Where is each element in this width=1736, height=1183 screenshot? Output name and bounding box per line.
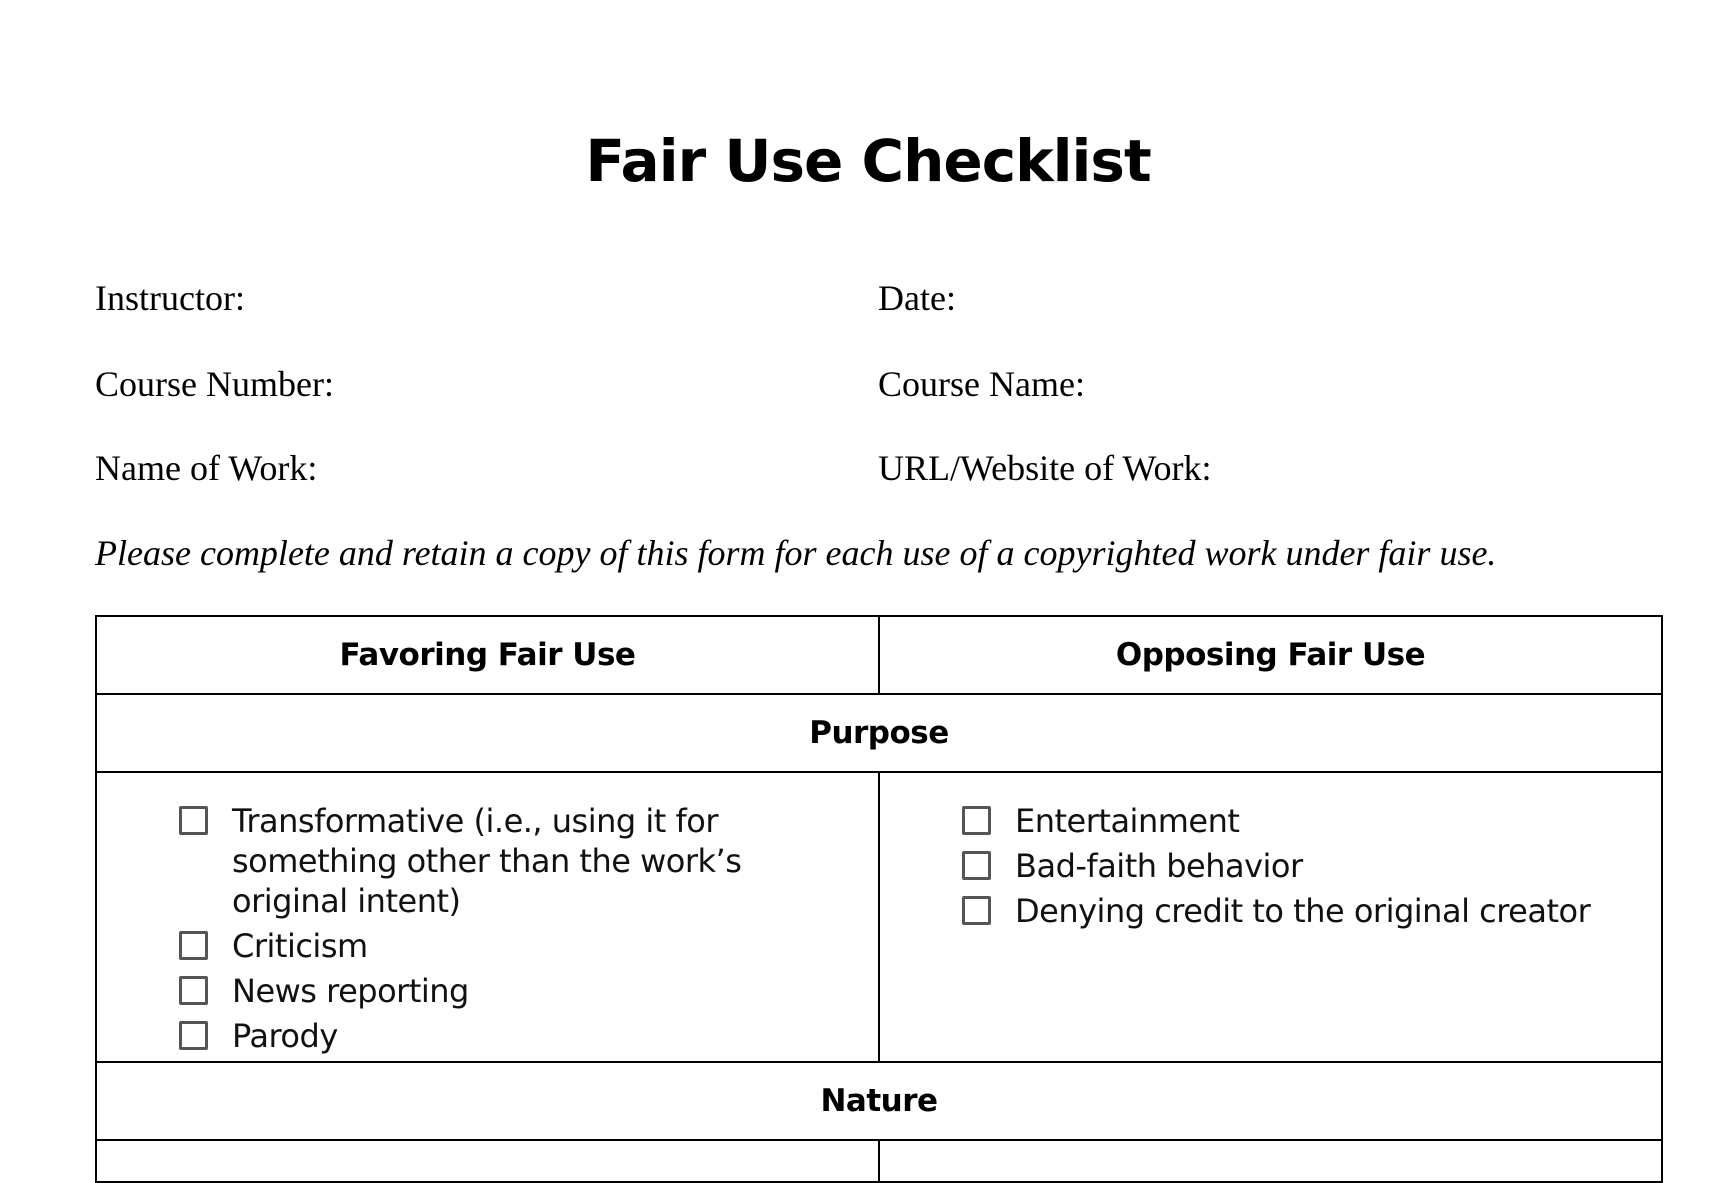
checkbox-label: Criticism [232, 927, 368, 965]
instructions-note: Please complete and retain a copy of this form for each use of a copyrighted work under fair use. [95, 533, 1497, 573]
opposing-purpose-cell [879, 772, 1662, 1062]
favoring-purpose-cell [96, 772, 879, 1062]
checkbox[interactable] [179, 976, 208, 1005]
checkbox[interactable] [179, 806, 208, 835]
section-heading-nature: Nature [96, 1062, 1662, 1140]
list-item [962, 891, 1641, 931]
table-row [96, 772, 1662, 1062]
favoring-nature-cell [96, 1140, 879, 1182]
checkbox[interactable] [962, 896, 991, 925]
checkbox[interactable] [962, 851, 991, 880]
course-name-field-label: Course Name: [878, 364, 1085, 404]
favoring-column-header: Favoring Fair Use [96, 616, 879, 694]
table-header-row [96, 616, 1662, 694]
name-of-work-field-label: Name of Work: [95, 448, 318, 488]
list-item [179, 971, 858, 1011]
section-heading-purpose: Purpose [96, 694, 1662, 772]
opposing-column-header: Opposing Fair Use [879, 616, 1662, 694]
checkbox[interactable] [179, 931, 208, 960]
checkbox-label: Entertainment [1015, 802, 1240, 840]
section-row-nature [96, 1062, 1662, 1140]
opposing-nature-cell [879, 1140, 1662, 1182]
checkbox-label: Denying credit to the original creator [1015, 892, 1591, 930]
url-of-work-field-label: URL/Website of Work: [878, 448, 1212, 488]
checkbox[interactable] [179, 1021, 208, 1050]
checkbox[interactable] [962, 806, 991, 835]
checkbox-label: News reporting [232, 972, 469, 1010]
list-item [179, 1016, 858, 1056]
checkbox-label: Parody [232, 1017, 338, 1055]
page-title: Fair Use Checklist [585, 127, 1151, 195]
list-item [179, 801, 858, 921]
section-row-purpose [96, 694, 1662, 772]
list-item [179, 926, 858, 966]
instructor-field-label: Instructor: [95, 278, 245, 318]
course-number-field-label: Course Number: [95, 364, 334, 404]
favoring-purpose-list [97, 773, 878, 1056]
opposing-purpose-list [880, 773, 1661, 931]
checkbox-label: Transformative (i.e., using it for something other than the work’s original intent) [232, 802, 742, 920]
table-row [96, 1140, 1662, 1182]
date-field-label: Date: [878, 278, 956, 318]
list-item [962, 846, 1641, 886]
list-item [962, 801, 1641, 841]
checkbox-label: Bad-faith behavior [1015, 847, 1303, 885]
fair-use-table [95, 615, 1663, 1183]
